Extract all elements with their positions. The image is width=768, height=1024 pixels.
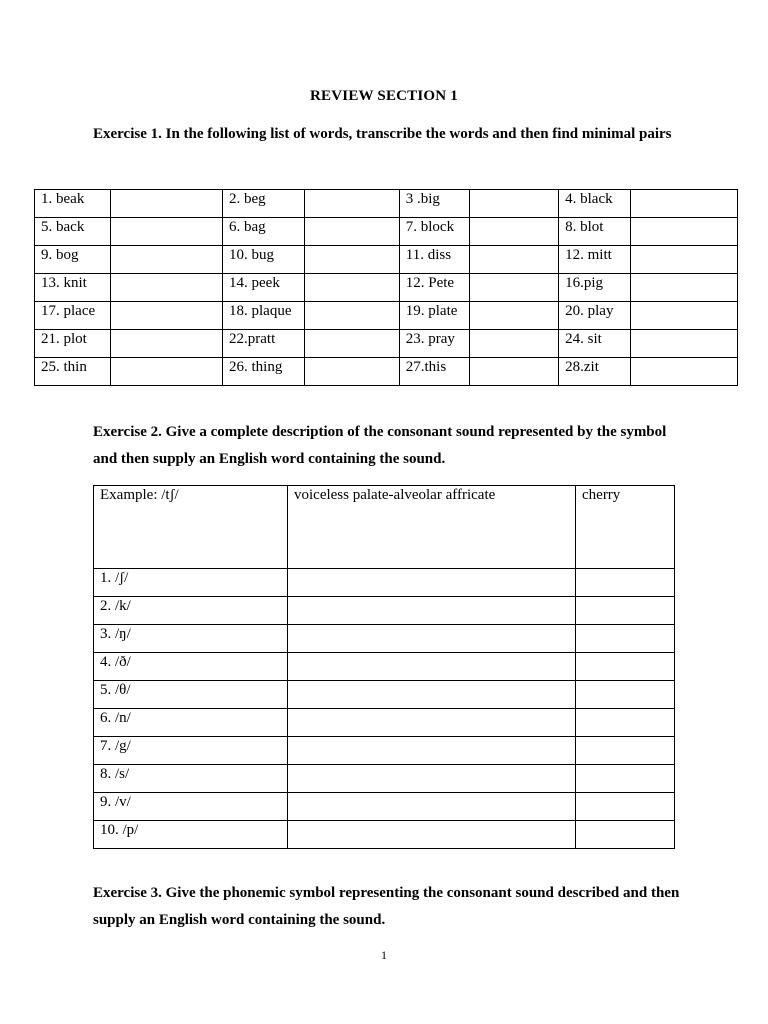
consonant-symbol: 8. /s/ [94,765,288,793]
transcription-blank-cell[interactable] [630,190,737,218]
example-word-blank-cell[interactable] [576,569,675,597]
word-cell: 16.pig [559,274,631,302]
word-cell: 19. plate [399,302,470,330]
consonant-symbol: 6. /n/ [94,709,288,737]
page-number: 1 [381,948,387,962]
example-word-blank-cell[interactable] [576,653,675,681]
description-blank-cell[interactable] [288,793,576,821]
consonant-row [94,793,675,821]
consonant-row [94,737,675,765]
description-blank-cell[interactable] [288,709,576,737]
consonant-symbol: 10. /p/ [94,821,288,849]
example-word-blank-cell[interactable] [576,765,675,793]
transcription-blank-cell[interactable] [470,190,559,218]
word-table-row [35,274,738,302]
transcription-blank-cell[interactable] [304,358,399,386]
word-cell: 9. bog [35,246,111,274]
transcription-blank-cell[interactable] [470,358,559,386]
word-table-row [35,330,738,358]
word-cell: 17. place [35,302,111,330]
transcription-blank-cell[interactable] [304,274,399,302]
transcription-blank-cell[interactable] [470,274,559,302]
consonant-symbol: 1. /ʃ/ [94,569,288,597]
transcription-blank-cell[interactable] [630,274,737,302]
example-word: cherry [576,486,675,569]
word-table-row [35,190,738,218]
transcription-blank-cell[interactable] [110,190,222,218]
example-word-blank-cell[interactable] [576,597,675,625]
word-cell: 25. thin [35,358,111,386]
description-blank-cell[interactable] [288,569,576,597]
consonant-symbol: 7. /g/ [94,737,288,765]
transcription-blank-cell[interactable] [470,246,559,274]
example-word-blank-cell[interactable] [576,681,675,709]
description-blank-cell[interactable] [288,653,576,681]
transcription-blank-cell[interactable] [110,302,222,330]
word-table-row [35,246,738,274]
transcription-blank-cell[interactable] [630,358,737,386]
word-cell: 3 .big [399,190,470,218]
consonant-symbol: 4. /ð/ [94,653,288,681]
word-cell: 13. knit [35,274,111,302]
transcription-blank-cell[interactable] [470,218,559,246]
word-cell: 10. bug [223,246,305,274]
word-cell: 12. mitt [559,246,631,274]
word-cell: 1. beak [35,190,111,218]
example-description: voiceless palate-alveolar affricate [288,486,576,569]
description-blank-cell[interactable] [288,625,576,653]
word-cell: 20. play [559,302,631,330]
transcription-blank-cell[interactable] [630,246,737,274]
transcription-blank-cell[interactable] [110,218,222,246]
consonant-row [94,709,675,737]
example-word-blank-cell[interactable] [576,625,675,653]
example-word-blank-cell[interactable] [576,737,675,765]
word-cell: 26. thing [223,358,305,386]
consonant-row [94,625,675,653]
exercise-2-instructions: Exercise 2. Give a complete description of the consonant sound represented by the symbol and then supply an English word containing the sound. [93,424,667,467]
transcription-blank-cell[interactable] [630,330,737,358]
example-word-blank-cell[interactable] [576,709,675,737]
transcription-blank-cell[interactable] [630,218,737,246]
transcription-blank-cell[interactable] [110,358,222,386]
word-cell: 8. blot [559,218,631,246]
transcription-blank-cell[interactable] [110,330,222,358]
description-blank-cell[interactable] [288,821,576,849]
exercise-3-instructions: Exercise 3. Give the phonemic symbol representing the consonant sound described and then supply an English word containing the sound. [93,885,680,928]
description-blank-cell[interactable] [288,681,576,709]
consonant-row [94,569,675,597]
word-cell: 7. block [399,218,470,246]
description-blank-cell[interactable] [288,737,576,765]
example-symbol: Example: /tʃ/ [94,486,288,569]
transcription-blank-cell[interactable] [470,302,559,330]
word-cell: 4. black [559,190,631,218]
word-cell: 6. bag [223,218,305,246]
consonant-row [94,597,675,625]
word-table-row [35,302,738,330]
transcription-blank-cell[interactable] [630,302,737,330]
word-cell: 12. Pete [399,274,470,302]
consonant-symbol: 9. /v/ [94,793,288,821]
transcription-blank-cell[interactable] [110,246,222,274]
consonant-row [94,821,675,849]
consonant-row [94,681,675,709]
description-blank-cell[interactable] [288,765,576,793]
consonant-symbol: 3. /ŋ/ [94,625,288,653]
page-title: REVIEW SECTION 1 [310,88,458,104]
consonant-symbol: 2. /k/ [94,597,288,625]
transcription-blank-cell[interactable] [304,246,399,274]
transcription-blank-cell[interactable] [304,330,399,358]
word-cell: 24. sit [559,330,631,358]
word-cell: 28.zit [559,358,631,386]
word-cell: 14. peek [223,274,305,302]
word-cell: 5. back [35,218,111,246]
exercise-1-instructions: Exercise 1. In the following list of words, transcribe the words and then find minimal pairs [93,126,672,142]
example-row [94,486,675,569]
word-cell: 27.this [399,358,470,386]
transcription-blank-cell[interactable] [304,218,399,246]
exercise-1-word-table [34,189,738,386]
consonant-row [94,653,675,681]
transcription-blank-cell[interactable] [304,190,399,218]
description-blank-cell[interactable] [288,597,576,625]
word-cell: 11. diss [399,246,470,274]
word-table-row [35,218,738,246]
exercise-2-consonant-table [93,485,675,849]
word-cell: 22.pratt [223,330,305,358]
example-word-blank-cell[interactable] [576,821,675,849]
word-cell: 23. pray [399,330,470,358]
word-cell: 2. beg [223,190,305,218]
transcription-blank-cell[interactable] [470,330,559,358]
consonant-symbol: 5. /θ/ [94,681,288,709]
consonant-row [94,765,675,793]
transcription-blank-cell[interactable] [304,302,399,330]
word-table-row [35,358,738,386]
example-word-blank-cell[interactable] [576,793,675,821]
transcription-blank-cell[interactable] [110,274,222,302]
word-cell: 21. plot [35,330,111,358]
word-cell: 18. plaque [223,302,305,330]
